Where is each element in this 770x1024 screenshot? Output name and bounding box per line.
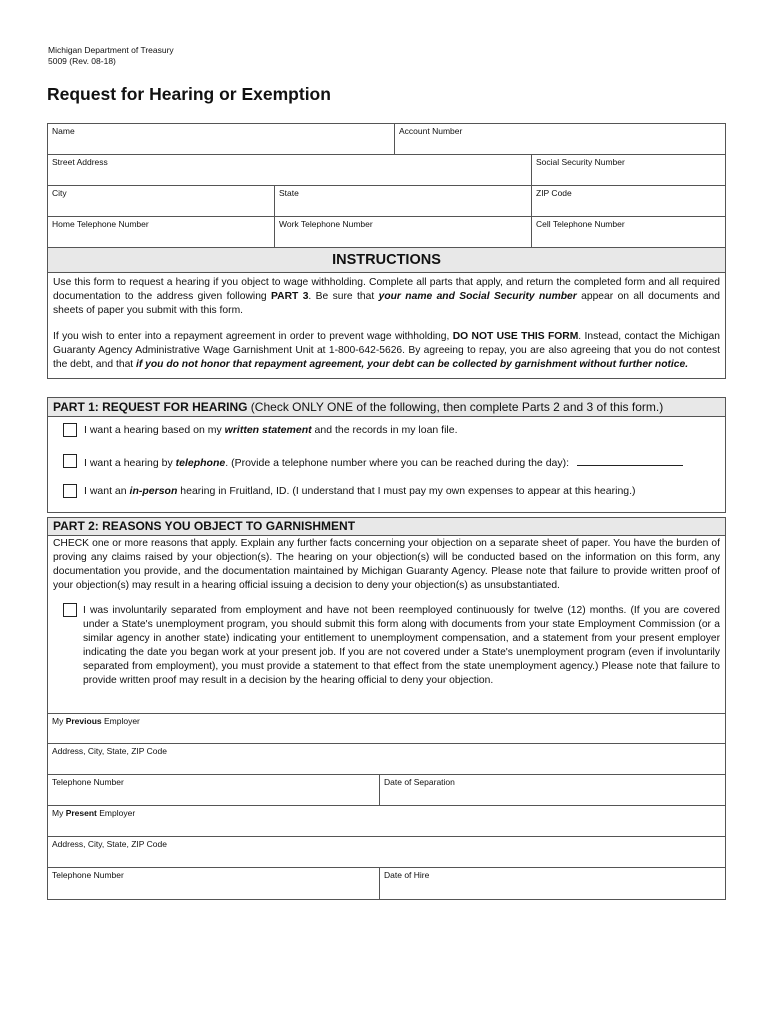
previous-employer-address-field[interactable] [48,744,725,775]
part1-heading: PART 1: REQUEST FOR HEARING (Check ONLY ONE of the following, then complete Parts 2 and 3 of this form.) [48,397,725,417]
date-of-separation-label: Date of Separation [384,777,455,787]
city-field[interactable] [48,186,275,216]
home-phone-field[interactable] [48,217,275,247]
account-number-field[interactable] [395,124,725,154]
ssn-field[interactable] [532,155,725,185]
cell-phone-field[interactable] [532,217,725,247]
present-employer-label: My Present Employer [52,808,136,818]
contact-info-grid [47,123,726,379]
previous-employer-phone-field[interactable] [48,775,380,805]
involuntary-separation-checkbox[interactable] [63,603,77,617]
telephone-option: I want a hearing by telephone. (Provide a telephone number where you can be reached during the day): [84,455,683,469]
previous-employer-label: My Previous Employer [52,716,140,726]
telephone-checkbox[interactable] [63,454,77,468]
involuntary-separation-text: I was involuntarily separated from employment and have not been reemployed continuously for twelve (12) months. (If you are covered under a State's unemployment program, you should submit this form along with documents from your state Employment Commission (or a similar agency in another state) indicating your entitlement to unemployment compensation, and a statement from your present employer indicating the date you began work at your present job. If you are not covered under a State's unemployment program (even if involuntarily separated from employment), you must provide a statement to that effect from the state unemployment agency.) Please note that failure to provide written proof may result in a decision by the hearing official to deny your objection. [83,605,720,686]
ssn-label: Social Security Number [536,157,625,167]
date-of-hire-label: Date of Hire [384,870,430,880]
reason-involuntary-separation [48,593,725,713]
present-employer-field[interactable] [48,806,725,837]
state-label: State [279,188,299,198]
state-field[interactable] [275,186,532,216]
date-of-hire-field[interactable] [380,868,725,899]
name-label: Name [52,126,75,136]
instructions-paragraph-2: If you wish to enter into a repayment agreement in order to prevent wage withholding, DO NOT USE THIS FORM. Instead, contact the Michigan Guaranty Agency Administrative Wage Garnishment Unit at 1-800-642-5626. By agreeing to repay, you are also agreeing that you do not contest the debt, and that if you do not honor that repayment agreement, your debt can be collected by garnishment without further notice. [53,331,720,370]
city-label: City [52,188,67,198]
previous-employer-phone-label: Telephone Number [52,777,124,787]
present-employer-address-label: Address, City, State, ZIP Code [52,839,167,849]
zip-label: ZIP Code [536,188,572,198]
zip-field[interactable] [532,186,725,216]
work-phone-field[interactable] [275,217,532,247]
present-employer-address-field[interactable] [48,837,725,868]
part2-intro: CHECK one or more reasons that apply. Explain any further facts concerning your objection on a separate sheet of paper. You have the burden of proving any claims raised by your objection(s). The hearing on your objection(s) will be conducted based on the information on this form, any documentation you provide, and the documentation maintained by Michigan Guaranty Agency. Please note that failure to provide written proof of your objection(s) may result in a hearing official issuing a decision to deny your objection(s) as unsubstantiated. [53,538,720,591]
home-phone-label: Home Telephone Number [52,219,149,229]
instructions-paragraph-1: Use this form to request a hearing if you object to wage withholding. Complete all parts that apply, and return the completed form and all required documentation to the address given following PART 3. Be sure that your name and Social Security number appear on all documents and sheets of paper you submit with this form. [53,277,721,316]
in-person-option: I want an in-person hearing in Fruitland, ID. (I understand that I must pay my own expenses to appear at this hearing.) [84,485,636,497]
date-of-separation-field[interactable] [380,775,725,805]
work-phone-label: Work Telephone Number [279,219,373,229]
previous-employer-field[interactable] [48,713,725,744]
present-employer-phone-field[interactable] [48,868,380,899]
agency-name: Michigan Department of Treasury [48,45,174,55]
street-address-field[interactable] [48,155,532,185]
written-statement-option: I want a hearing based on my written statement and the records in my loan file. [84,424,458,436]
present-employer-phone-label: Telephone Number [52,870,124,880]
part1-section [47,397,726,513]
previous-employer-address-label: Address, City, State, ZIP Code [52,746,167,756]
instructions-heading: INSTRUCTIONS [48,248,725,273]
cell-phone-label: Cell Telephone Number [536,219,625,229]
written-statement-checkbox[interactable] [63,423,77,437]
street-address-label: Street Address [52,157,108,167]
account-number-label: Account Number [399,126,463,136]
name-field[interactable] [48,124,395,154]
part2-heading: PART 2: REASONS YOU OBJECT TO GARNISHMENT [48,517,725,536]
telephone-number-line[interactable] [577,455,683,466]
form-header [48,45,174,67]
part2-section [47,517,726,900]
page-title: Request for Hearing or Exemption [47,84,331,104]
in-person-checkbox[interactable] [63,484,77,498]
form-number: 5009 (Rev. 08-18) [48,56,116,66]
